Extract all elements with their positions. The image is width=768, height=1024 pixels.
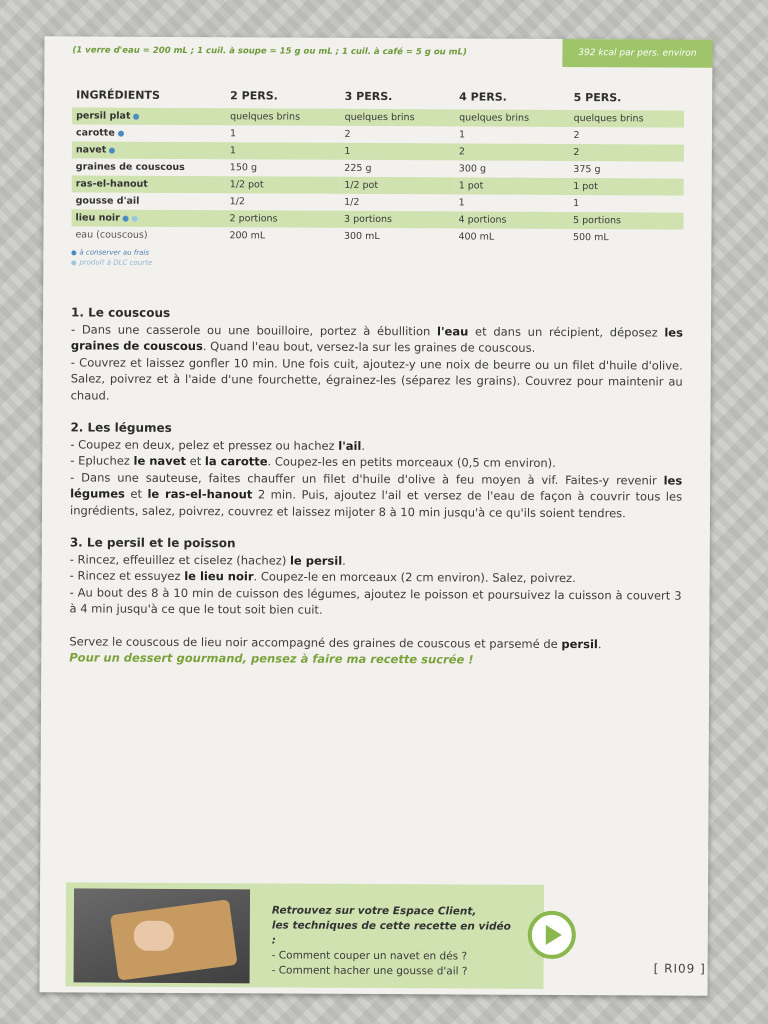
table-cell: 5 portions <box>569 212 684 230</box>
table-cell: 300 mL <box>343 230 380 243</box>
table-cell: 1 <box>458 197 465 209</box>
table-cell: 500 mL <box>572 232 609 244</box>
ingredient-name: carotte <box>72 124 226 142</box>
recipe-code: [ RI09 ] <box>653 961 706 976</box>
ingredient-name: graines de couscous <box>75 161 185 173</box>
ingredient-name: lieu noir <box>72 209 226 227</box>
table-cell: 1 <box>229 128 237 140</box>
hand-image <box>134 921 174 951</box>
serving-text: Servez le couscous de lieu noir accompagné des graines de couscous et parsemé de persil. <box>69 633 602 651</box>
header-5-pers: 5 PERS. <box>573 91 622 105</box>
fresh-dot-icon <box>71 250 76 255</box>
table-cell: quelques brins <box>226 108 341 126</box>
table-cell: 225 g <box>344 162 372 174</box>
legend <box>71 248 152 268</box>
recipe-card <box>40 36 713 995</box>
fresh-dot-icon <box>123 215 129 221</box>
dlc-dot-icon <box>132 215 138 221</box>
video-text <box>272 903 512 979</box>
play-icon[interactable] <box>528 911 576 959</box>
video-item: - Comment couper un navet en dés ? <box>271 949 468 963</box>
step-text: - Dans une casserole ou une bouilloire, portez à ébullition l'eau et dans un récipient, déposez les graines de couscous. Quand l'eau bout, versez-la sur les graines de couscous. <box>70 321 683 355</box>
table-cell: 2 <box>569 144 684 162</box>
ingredient-name: persil plat <box>72 107 226 125</box>
table-cell: 1 <box>458 129 466 141</box>
video-promo <box>66 882 545 989</box>
table-cell: 400 mL <box>458 231 495 243</box>
table-cell: quelques brins <box>341 109 456 127</box>
table-cell: 3 portions <box>340 211 455 229</box>
recipe-steps <box>69 304 683 669</box>
step-text: - Couvrez et laissez gonfler 10 min. Une fois cuit, ajoutez-y une noix de beurre ou un filet d'huile d'olive. Salez, poivrez et à l'aide d'une fourchette, égrainez-les (séparez les grains). Couvrez pour maintenir au chaud. <box>70 354 683 403</box>
header-4-pers: 4 PERS. <box>459 90 507 104</box>
table-cell: 1 pot <box>455 177 570 195</box>
step-text: - Au bout des 8 à 10 min de cuisson des légumes, ajoutez le poisson et poursuivez la cuisson à couvert 3 à 4 min jusqu'à ce que le tout soit bien cuit. <box>69 584 682 617</box>
step-couscous <box>71 304 684 406</box>
header-2-pers: 2 PERS. <box>230 89 278 103</box>
table-cell: 1 <box>226 142 341 160</box>
video-thumbnail[interactable] <box>74 888 250 983</box>
table-row <box>71 226 683 246</box>
step-text: - Dans une sauteuse, faites chauffer un filet d'huile d'olive à feu moyen à vif. Faites-y revenir les légumes et le ras-el-hanout 2 min. Puis, ajoutez l'ail et versez de l'eau de façon à couvrir tous les ingrédients, salez, poivrez, couvrez et laissez mijoter 8 à 10 min jusqu'à ce qu'ils soient tendres. <box>69 469 683 520</box>
kcal-badge: 392 kcal par pers. environ <box>562 39 712 68</box>
step-title: 3. Le persil et le poisson <box>69 535 236 551</box>
header-3-pers: 3 PERS. <box>344 89 393 104</box>
table-cell: quelques brins <box>455 109 570 127</box>
step-text: - Epluchez le navet et la carotte. Coupez-les en petits morceaux (0,5 cm environ). <box>70 453 556 470</box>
cutting-board-image <box>110 899 238 980</box>
table-cell: 1/2 pot <box>340 177 455 195</box>
step-text: - Rincez, effeuillez et ciselez (hachez) le persil. <box>69 551 346 568</box>
table-cell: 150 g <box>229 162 258 174</box>
table-cell: 1 <box>340 143 455 161</box>
step-title: 2. Les légumes <box>70 420 172 435</box>
table-cell: 1 <box>573 198 580 210</box>
dlc-dot-icon <box>71 260 76 265</box>
video-intro-line: Retrouvez sur votre Espace Client, <box>271 904 477 918</box>
ingredient-name: gousse d'ail <box>75 195 140 207</box>
table-cell: 2 <box>573 130 580 142</box>
legend-fresh: à conserver au frais <box>71 248 152 256</box>
table-cell: 1/2 pot <box>226 176 341 194</box>
fresh-dot-icon <box>109 147 115 153</box>
video-item: - Comment hacher une gousse d'ail ? <box>271 964 468 978</box>
ingredient-name: eau (couscous) <box>75 229 148 241</box>
table-cell: 2 <box>344 128 351 140</box>
step-text: - Coupez en deux, pelez et pressez ou hachez l'ail. <box>70 436 366 453</box>
ingredient-name: ras-el-hanout <box>72 175 226 193</box>
step-text: - Rincez et essuyez le lieu noir. Coupez-le en morceaux (2 cm environ). Salez, poivrez. <box>69 568 576 586</box>
dessert-tip: Pour un dessert gourmand, pensez à faire ma recette sucrée ! <box>69 650 474 667</box>
table-cell: 1/2 <box>344 196 360 208</box>
table-cell: quelques brins <box>570 110 685 128</box>
step-legumes <box>70 419 683 521</box>
table-cell: 2 portions <box>226 210 341 228</box>
table-cell: 4 portions <box>455 211 570 229</box>
video-intro-line: les techniques de cette recette en vidéo : <box>271 919 511 947</box>
step-title: 1. Le couscous <box>71 305 171 320</box>
step-persil-poisson <box>69 534 681 620</box>
table-cell: 1 pot <box>569 178 684 196</box>
table-cell: 200 mL <box>229 230 266 242</box>
header-ingredients: INGRÉDIENTS <box>76 88 160 102</box>
ingredient-name: navet <box>72 141 226 159</box>
legend-dlc: produit à DLC courte <box>71 258 152 266</box>
table-cell: 2 <box>455 143 570 161</box>
ingredients-table <box>71 88 684 246</box>
fresh-dot-icon <box>118 130 124 136</box>
fresh-dot-icon <box>133 113 139 119</box>
measure-note: (1 verre d'eau = 200 mL ; 1 cuil. à soupe = 15 g ou mL ; 1 cuil. à café = 5 g ou mL) <box>72 45 467 58</box>
table-cell: 300 g <box>458 163 487 175</box>
table-cell: 375 g <box>573 164 601 176</box>
table-cell: 1/2 <box>229 196 245 208</box>
